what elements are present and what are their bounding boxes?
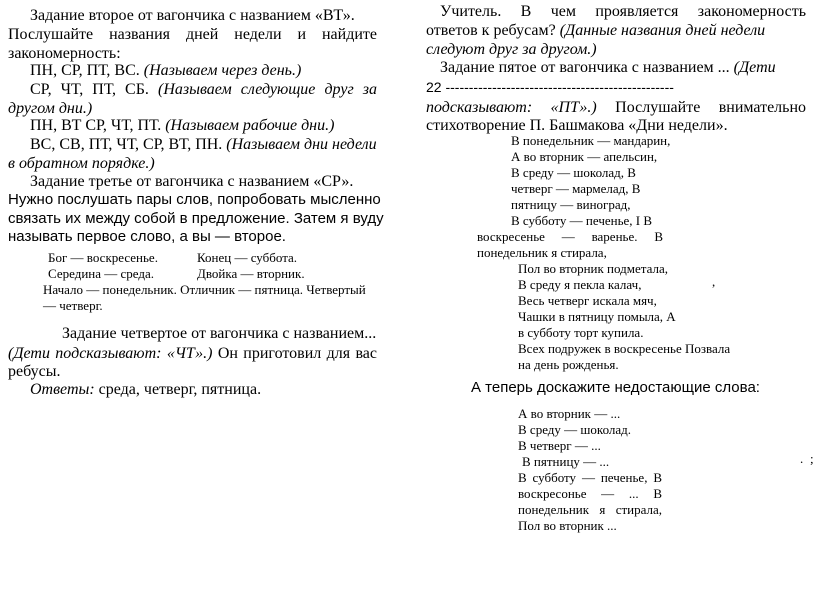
pair-3: Начало — понедельник. Отличник — пятница. Четвертый <box>43 282 366 297</box>
teacher-line2: ответов к ребусам? (Данные названия дней недели <box>426 22 766 39</box>
poem-line: пятницу — виноград, <box>511 197 631 212</box>
task3-line3: называть первое слово, а вы — второе. <box>8 228 286 245</box>
poem-line: четверг — мармелад, В <box>511 181 641 196</box>
fill-line: Пол во вторник ... <box>518 518 617 533</box>
task3-line2: связать их между собой в предложение. Затем я вуду <box>8 210 384 227</box>
fill-line: В пятницу — ... <box>522 454 610 469</box>
poem-line: А во вторник — апельсин, <box>511 149 658 164</box>
stray-dot: . <box>800 451 804 466</box>
task4-line3: ребусы. <box>8 363 61 380</box>
teacher-line1: Учитель. В чем проявляется закономерность <box>440 3 806 20</box>
fill-in-title: А теперь доскажите недостающие слова: <box>471 379 760 396</box>
task2-line2: Послушайте названия дней недели и найдите <box>8 26 377 43</box>
fill-line: А во вторник — ... <box>518 406 621 421</box>
pattern-1: ПН, СР, ПТ, ВС. (Называем через день.) <box>30 62 302 79</box>
stray-semicolon: ; <box>810 451 814 466</box>
pair-1a: Бог — воскресенье. <box>48 250 158 265</box>
pattern-4-cont: в обратном порядке.) <box>8 155 155 172</box>
task3-title: Задание третье от вагончика с названием «СР». <box>30 173 354 190</box>
poem-line: на день рожденья. <box>518 357 619 372</box>
fill-line: В субботу — печенье, В <box>518 470 662 485</box>
pattern-2: СР, ЧТ, ПТ, СБ. (Называем следующие друг за <box>30 81 377 98</box>
teacher-line3: следуют друг за другом.) <box>426 41 597 58</box>
task5-line2: подсказывают: «ПТ».) Послушайте внимательно <box>426 99 807 116</box>
fill-line: В четверг — ... <box>518 438 601 453</box>
pair-2b: Двойка — вторник. <box>197 266 305 281</box>
poem-line: В понедельник — мандарин, <box>511 133 671 148</box>
task2-line3: закономерность: <box>8 45 121 62</box>
task4-title: Задание четвертое от вагончика с названием... <box>62 325 377 342</box>
pair-2a: Середина — среда. <box>48 266 154 281</box>
pair-1b: Конец — суббота. <box>197 250 298 265</box>
poem-line: Весь четверг искала мяч, <box>518 293 657 308</box>
poem-line: Всех подружек в воскресенье Позвала <box>518 341 731 356</box>
poem-line: Пол во вторник подметала, <box>518 261 668 276</box>
task4-line2: (Дети подсказывают: «ЧТ».) Он приготовил для вас <box>8 345 378 362</box>
task5-title: Задание пятое от вагончика с названием ... (Дети <box>440 59 776 76</box>
fill-line: воскресонье — ... В <box>518 486 662 501</box>
poem-line: В среду я пекла калач, <box>518 277 642 292</box>
poem-line: Чашки в пятницу помыла, А <box>518 309 676 324</box>
page-number-line: 22 ------------------------------------------------- <box>426 79 674 95</box>
poem-line: В среду — шоколад, В <box>511 165 636 180</box>
poem-line: понедельник я стирала, <box>477 245 607 260</box>
pattern-2-cont: другом дни.) <box>8 100 93 117</box>
poem-line: в субботу торт купила. <box>518 325 644 340</box>
answers: Ответы: среда, четверг, пятница. <box>30 381 262 398</box>
poem-line: воскресенье — варенье. В <box>477 229 663 244</box>
task5-line3: стихотворение П. Башмакова «Дни недели». <box>426 117 728 134</box>
stray-comma: , <box>712 274 716 289</box>
poem-line: В субботу — печенье, I В <box>511 213 653 228</box>
fill-line: В среду — шоколад. <box>518 422 632 437</box>
pair-3-cont: — четверг. <box>43 298 103 313</box>
task2-line1: Задание второе от вагончика с названием «ВТ». <box>30 7 355 24</box>
task3-line1: Нужно послушать пары слов, попробовать мысленно <box>8 191 381 208</box>
pattern-3: ПН, ВТ СР, ЧТ, ПТ. (Называем рабочие дни.) <box>30 117 335 134</box>
pattern-4: ВС, СВ, ПТ, ЧТ, СР, ВТ, ПН. (Называем дни недели <box>30 136 377 153</box>
fill-line: понедельник я стирала, <box>518 502 662 517</box>
